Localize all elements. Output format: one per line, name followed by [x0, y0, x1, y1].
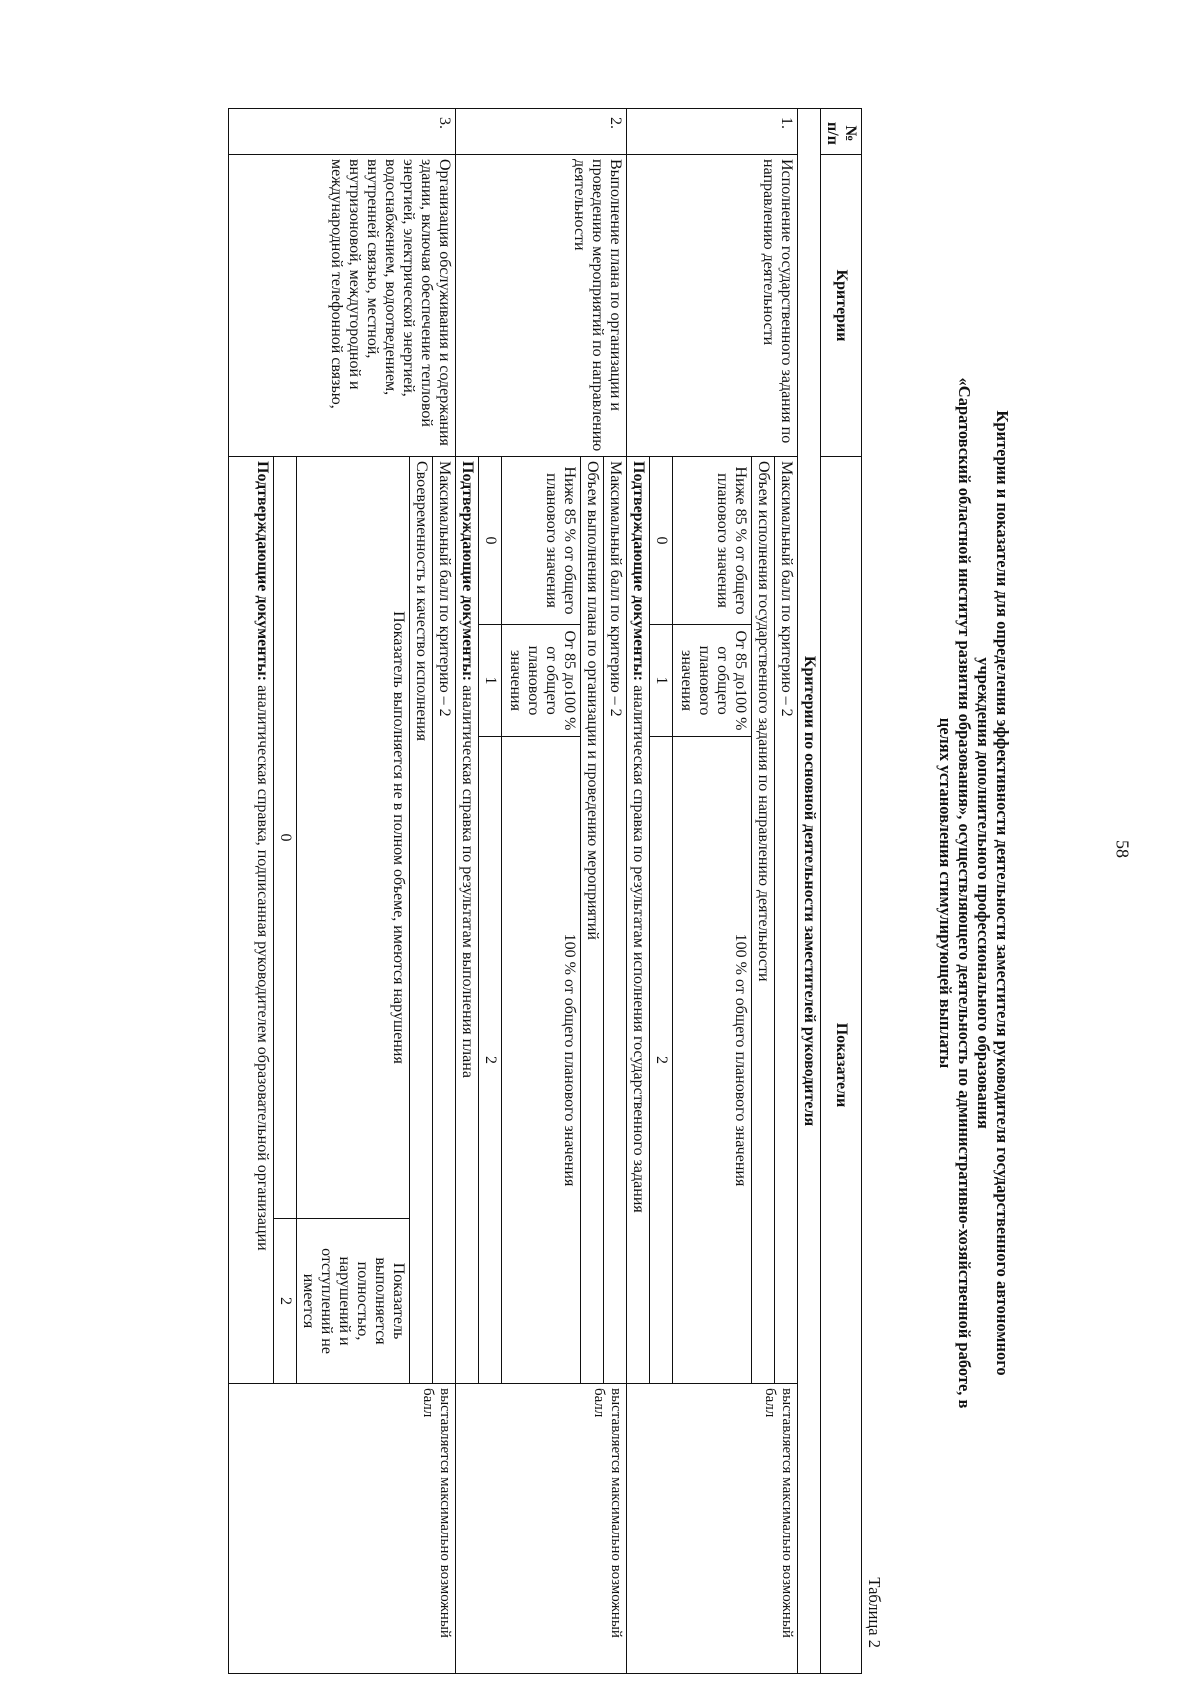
volume-title: Объем исполнения государственного задания по направлению деятельности — [752, 457, 775, 1384]
supporting-docs — [456, 457, 479, 1384]
criterion-text: Организация обслуживания и содержания здании, включая обеспечение тепловой энергией, электрической энергией, водоснабжением, водоотведением, внутренней связью, местной, внутризоновой, междугородной и международной телефонной связью, — [229, 155, 456, 457]
table-row — [433, 109, 456, 1674]
criterion-text: Исполнение государственного задания по направлению деятельности — [627, 155, 798, 457]
supporting-docs — [229, 457, 274, 1384]
range-mid: От 85 до100 % от общего планового значения — [502, 625, 581, 737]
max-score: Максимальный балл по критерию – 2 — [775, 457, 798, 1384]
range-low: Показатель выполняется не в полном объеме, имеются нарушения — [297, 457, 410, 1219]
document-page — [0, 108, 1012, 1678]
title-line: учреждения дополнительного профессионального образования — [974, 657, 993, 1129]
title-line: «Саратовский областной институт развития образования», осуществляющего деятельность по административно-хозяйственной работе, в — [955, 377, 974, 1409]
table-header-row — [821, 109, 862, 1674]
range-low: Ниже 85 % от общего планового значения — [502, 457, 581, 625]
range-low: Ниже 85 % от общего планового значения — [673, 457, 752, 625]
header-indicators: Показатели — [821, 457, 862, 1674]
supporting-docs — [627, 457, 650, 1384]
score-high: 2 — [650, 737, 673, 1384]
docs-text: аналитическая справка, подписанная руководителем образовательной организации — [254, 685, 271, 1251]
range-high: 100 % от общего планового значения — [673, 737, 752, 1384]
max-score: Максимальный балл по критерию – 2 — [433, 457, 456, 1384]
section-row — [798, 109, 821, 1674]
row-number: 1. — [627, 109, 798, 155]
range-high: Показатель выполняется полностью, нарушений и отступлений не имеется — [297, 1219, 410, 1384]
title-line: Критерии и показатели для определения эффективности деятельности заместителя руководителя государственного автономного — [993, 410, 1012, 1376]
volume-title: Объем выполнения плана по организации и проведению мероприятий — [581, 457, 604, 1384]
section-title: Критерии по основной деятельности заместителей руководителя — [798, 109, 821, 1674]
docs-text: аналитическая справка по результатам исполнения государственного задания — [630, 685, 647, 1213]
page-number: 58 — [1112, 840, 1133, 858]
range-mid: От 85 до100 % от общего планового значения — [673, 625, 752, 737]
score-low: 0 — [274, 457, 297, 1219]
docs-text: аналитическая справка по результатам выполнения плана — [459, 685, 476, 1078]
criterion-text: Выполнение плана по организации и проведению мероприятий по направлению деятельности — [456, 155, 627, 457]
score-mid: 1 — [650, 625, 673, 737]
document-title — [880, 108, 1012, 1678]
table-label: Таблица 2 — [865, 1577, 884, 1648]
docs-label: Подтверждающие документы: — [254, 461, 271, 682]
header-num: № п/п — [821, 109, 862, 155]
score-note: выставляется максимально возможный балл — [627, 1384, 798, 1674]
table-row — [775, 109, 798, 1674]
score-high: 2 — [274, 1219, 297, 1384]
docs-label: Подтверждающие документы: — [459, 461, 476, 682]
volume-title: Своевременность и качество исполнения — [410, 457, 433, 1384]
score-note: выставляется максимально возможный балл — [456, 1384, 627, 1674]
table-row — [604, 109, 627, 1674]
title-line: целях установления стимулирующей выплаты — [936, 717, 955, 1069]
criteria-table — [228, 108, 862, 1674]
header-criteria: Критерии — [821, 155, 862, 457]
score-mid: 1 — [479, 625, 502, 737]
score-note: выставляется максимально возможный балл — [229, 1384, 456, 1674]
range-high: 100 % от общего планового значения — [502, 737, 581, 1384]
docs-label: Подтверждающие документы: — [630, 461, 647, 682]
score-low: 0 — [479, 457, 502, 625]
max-score: Максимальный балл по критерию – 2 — [604, 457, 627, 1384]
row-number: 2. — [456, 109, 627, 155]
row-number: 3. — [229, 109, 456, 155]
score-low: 0 — [650, 457, 673, 625]
score-high: 2 — [479, 737, 502, 1384]
